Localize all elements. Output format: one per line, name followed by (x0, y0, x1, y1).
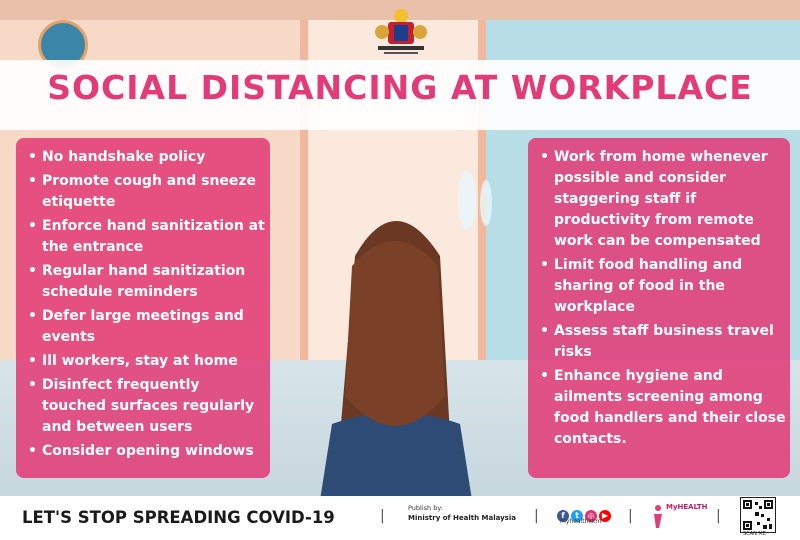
scan-me-label: SCAN ME (743, 531, 766, 537)
bullet-icon: • (540, 368, 549, 384)
list-item-text: Enforce hand sanitization at the entrance (42, 218, 265, 255)
bullet-icon: • (540, 149, 549, 165)
instagram-icon[interactable]: ◎ (585, 510, 597, 522)
poster-title: SOCIAL DISTANCING AT WORKPLACE (47, 68, 753, 107)
bullet-icon: • (28, 263, 37, 279)
list-item-text: No handshake policy (42, 149, 206, 165)
publisher-name: Ministry of Health Malaysia (408, 514, 516, 522)
social-handle[interactable]: myhealthkkm (560, 518, 602, 525)
bullet-icon: • (28, 308, 37, 324)
list-item (26, 375, 266, 438)
bullet-icon: • (28, 377, 37, 393)
guidelines-list-left (26, 147, 266, 465)
divider: | (628, 508, 633, 524)
facebook-icon[interactable]: f (557, 510, 569, 522)
bullet-icon: • (28, 173, 37, 189)
bullet-icon: • (540, 323, 549, 339)
footer-tagline: LET'S STOP SPREADING COVID-19 (22, 508, 335, 527)
divider: | (534, 508, 539, 524)
list-item (26, 441, 266, 462)
twitter-icon[interactable]: t (571, 510, 583, 522)
coat-of-arms-emblem (366, 6, 436, 58)
list-item (538, 147, 788, 252)
list-item (26, 171, 266, 213)
bullet-icon: • (28, 218, 37, 234)
list-item-text: Regular hand sanitization schedule reminders (42, 263, 246, 300)
bullet-icon: • (28, 149, 37, 165)
list-item (26, 216, 266, 258)
list-item (538, 366, 788, 450)
social-icons (557, 503, 615, 520)
list-item (26, 261, 266, 303)
guidelines-panel-right (528, 138, 790, 478)
list-item-text: Work from home whenever possible and consider staggering staff if productivity from remote work can be compensated (554, 149, 768, 249)
list-item-text: Enhance hygiene and ailments screening among food handlers and their close contacts. (554, 368, 786, 447)
woman-illustration (300, 196, 490, 500)
list-item (538, 321, 788, 363)
publisher-label: Publish by: (408, 504, 443, 512)
list-item-text: Defer large meetings and events (42, 308, 244, 345)
guidelines-list-right (538, 147, 788, 453)
list-item-text: Assess staff business travel risks (554, 323, 774, 360)
guidelines-panel-left (16, 138, 270, 478)
divider: | (716, 508, 721, 524)
list-item (26, 351, 266, 372)
list-item (26, 147, 266, 168)
youtube-icon[interactable]: ▶ (599, 510, 611, 522)
qr-code-icon[interactable] (740, 497, 776, 533)
list-item (538, 255, 788, 318)
list-item-text: Ill workers, stay at home (42, 353, 238, 369)
list-item-text: Consider opening windows (42, 443, 254, 459)
divider: | (380, 508, 385, 524)
list-item (26, 306, 266, 348)
bullet-icon: • (540, 257, 549, 273)
myhealth-brand: MyHEALTH (666, 503, 708, 511)
list-item-text: Disinfect frequently touched surfaces regularly and between users (42, 377, 255, 435)
list-item-text: Promote cough and sneeze etiquette (42, 173, 257, 210)
list-item-text: Limit food handling and sharing of food in the workplace (554, 257, 743, 315)
bullet-icon: • (28, 443, 37, 459)
bullet-icon: • (28, 353, 37, 369)
